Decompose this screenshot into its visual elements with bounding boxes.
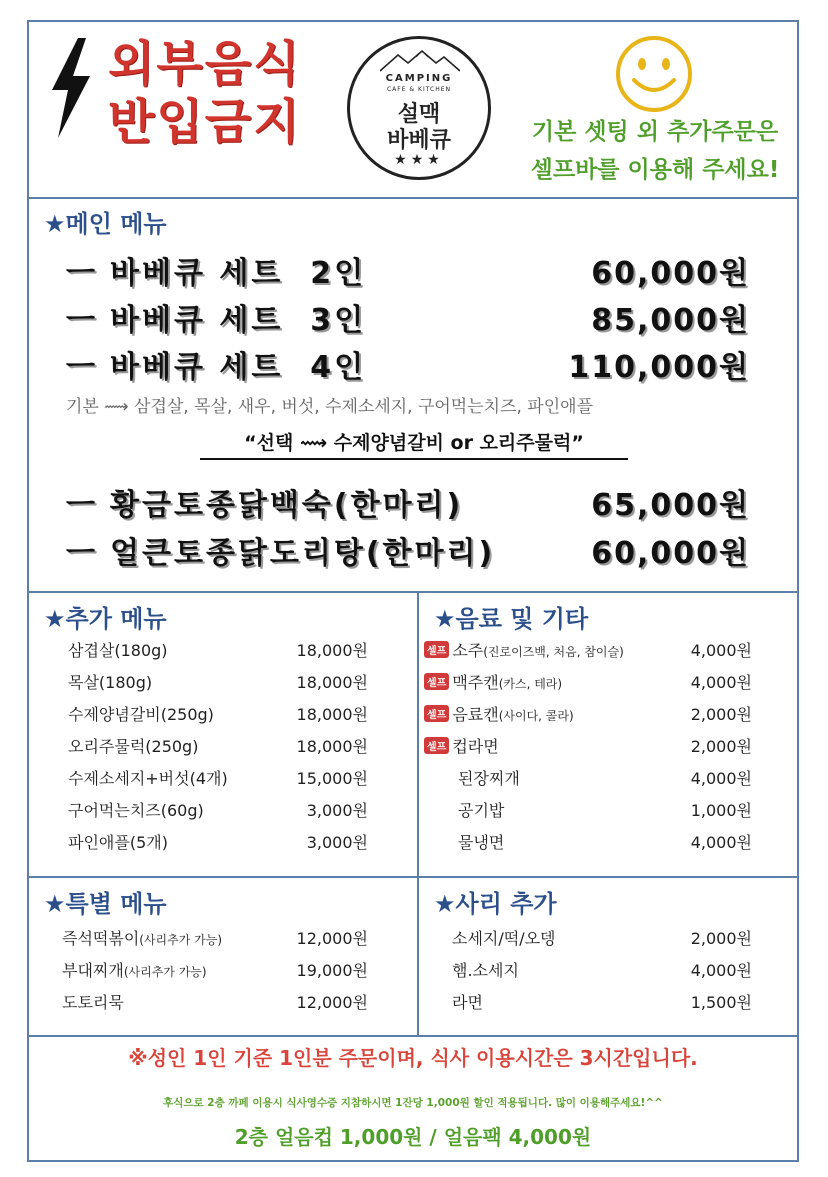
row-dash: ㅡ: [66, 256, 95, 291]
item-label: 된장찌개: [458, 769, 520, 788]
item-price: 1,000원: [690, 801, 752, 820]
list-item: [68, 830, 368, 858]
item-sub: (사이다, 콜라): [498, 709, 574, 723]
footer-ice-price: 2층 얼음컵 1,000원 / 얼음팩 4,000원: [234, 1125, 592, 1149]
sari-add-title: ★사리 추가: [434, 890, 557, 918]
item-price: 2,000원: [690, 737, 752, 756]
divider-vertical: [417, 591, 419, 1035]
item-sub: (사리추가 가능): [123, 965, 207, 979]
menu-row-bbq-4: [66, 342, 750, 386]
self-tag: 셀프: [424, 705, 449, 722]
list-item: [458, 830, 752, 858]
item-price: 18,000원: [296, 673, 368, 692]
select-option-info: “선택 ⟿ 수제양념갈비 or 오리주물럭”: [200, 428, 628, 460]
smiley-icon: [614, 34, 694, 114]
item-price: 60,000원: [591, 536, 750, 571]
item-name: 바베큐 세트 3인: [110, 303, 367, 338]
row-dash: ㅡ: [66, 488, 95, 523]
self-tag: 셀프: [424, 737, 449, 754]
item-label: 소세지/떡/오뎅: [452, 929, 556, 948]
item-label: 햄.소세지: [452, 961, 519, 980]
divider-header: [27, 197, 799, 199]
list-item: [424, 670, 752, 698]
item-label: 공기밥: [458, 801, 505, 820]
menu-row-chicken-doritang: [66, 528, 750, 572]
list-item: [68, 638, 368, 666]
self-bar-note-line1: 기본 셋팅 외 추가주문은: [531, 119, 779, 145]
list-item: [424, 702, 752, 730]
item-price: 4,000원: [690, 641, 752, 660]
item-label: 목살(180g): [68, 673, 153, 692]
footer-cafe-note: 후식으로 2층 까페 이용시 식사영수증 지참하시면 1잔당 1,000원 할인 적용됩니다. 많이 이용해주세요!^^: [163, 1097, 663, 1109]
main-menu-title: ★메인 메뉴: [44, 210, 167, 238]
menu-row-chicken-baeksuk: [66, 480, 750, 524]
item-price: 4,000원: [690, 769, 752, 788]
list-item: [62, 990, 368, 1018]
item-sub: (사리추가 가능): [139, 933, 223, 947]
item-price: 18,000원: [296, 705, 368, 724]
logo-name-line2: 바베큐: [387, 128, 451, 153]
item-label: 파인애플(5개): [68, 833, 168, 852]
item-label: 물냉면: [458, 833, 505, 852]
item-label: 즉석떡볶이: [62, 929, 140, 948]
item-price: 2,000원: [690, 929, 752, 948]
item-price: 4,000원: [690, 673, 752, 692]
list-item: [62, 926, 368, 954]
row-dash: ㅡ: [66, 350, 95, 385]
self-tag: 셀프: [424, 641, 449, 658]
divider-footer: [27, 1035, 799, 1037]
no-outside-food-line2: 반입금지: [108, 94, 302, 150]
item-label: 오리주물럭(250g): [68, 737, 199, 756]
menu-row-bbq-2: [66, 248, 750, 292]
item-price: 18,000원: [296, 737, 368, 756]
item-name: 황금토종닭백숙(한마리): [110, 488, 464, 523]
item-label: 소주: [452, 641, 484, 660]
item-price: 3,000원: [306, 833, 368, 852]
logo-name-line1: 설맥: [397, 102, 441, 127]
basic-set-info: 기본 ⟿ 삼겹살, 목살, 새우, 버섯, 수제소세지, 구어먹는치즈, 파인애플: [66, 397, 593, 417]
item-price: 12,000원: [296, 993, 368, 1012]
logo-stars: ★★★: [394, 152, 444, 168]
row-dash: ㅡ: [66, 536, 95, 571]
list-item: [452, 958, 752, 986]
list-item: [452, 926, 752, 954]
list-item: [424, 734, 752, 762]
logo: [347, 36, 491, 180]
lightning-icon: [48, 38, 92, 138]
list-item: [68, 670, 368, 698]
list-item: [68, 702, 368, 730]
logo-camping: CAMPING: [385, 73, 453, 84]
item-price: 18,000원: [296, 641, 368, 660]
special-menu-title: ★특별 메뉴: [44, 890, 167, 918]
list-item: [424, 638, 752, 666]
item-price: 19,000원: [296, 961, 368, 980]
list-item: [62, 958, 368, 986]
list-item: [452, 990, 752, 1018]
drinks-title: ★음료 및 기타: [434, 605, 589, 633]
item-label: 컵라면: [452, 737, 499, 756]
item-price: 12,000원: [296, 929, 368, 948]
item-price: 60,000원: [591, 256, 750, 291]
item-price: 110,000원: [568, 350, 750, 385]
item-price: 65,000원: [591, 488, 750, 523]
list-item: [68, 734, 368, 762]
item-sub: (진로이즈백, 처음, 참이슬): [483, 645, 624, 659]
item-label: 수제양념갈비(250g): [68, 705, 214, 724]
item-label: 수제소세지+버섯(4개): [68, 769, 228, 788]
item-name: 바베큐 세트 4인: [110, 350, 367, 385]
item-label: 음료캔: [452, 705, 499, 724]
item-price: 1,500원: [690, 993, 752, 1012]
no-outside-food-line1: 외부음식: [108, 36, 302, 92]
no-outside-food-notice: [108, 35, 308, 151]
logo-cafe-kitchen: CAFE & KITCHEN: [386, 86, 452, 93]
row-dash: ㅡ: [66, 303, 95, 338]
divider-main: [27, 591, 799, 593]
item-price: 4,000원: [690, 833, 752, 852]
item-label: 라면: [452, 993, 483, 1012]
item-price: 15,000원: [296, 769, 368, 788]
list-item: [68, 798, 368, 826]
item-price: 85,000원: [591, 303, 750, 338]
item-price: 2,000원: [690, 705, 752, 724]
item-label: 맥주캔: [452, 673, 499, 692]
item-price: 4,000원: [690, 961, 752, 980]
mountain-icon: [380, 49, 460, 73]
item-price: 3,000원: [306, 801, 368, 820]
list-item: [68, 766, 368, 794]
item-label: 부대찌개: [62, 961, 124, 980]
item-label: 구어먹는치즈(60g): [68, 801, 204, 820]
item-label: 도토리묵: [62, 993, 124, 1012]
footer-notice: ※성인 1인 기준 1인분 주문이며, 식사 이용시간은 3시간입니다.: [128, 1046, 698, 1070]
menu-row-bbq-3: [66, 295, 750, 339]
list-item: [458, 798, 752, 826]
divider-middle: [27, 876, 799, 878]
extra-menu-title: ★추가 메뉴: [44, 605, 167, 633]
self-tag: 셀프: [424, 673, 449, 690]
list-item: [458, 766, 752, 794]
item-name: 얼큰토종닭도리탕(한마리): [110, 536, 496, 571]
item-sub: (카스, 테라): [498, 677, 563, 691]
item-name: 바베큐 세트 2인: [110, 256, 367, 291]
item-label: 삼겹살(180g): [68, 641, 168, 660]
self-bar-note: [510, 113, 800, 189]
self-bar-note-line2: 셀프바를 이용해 주세요!: [530, 157, 780, 183]
